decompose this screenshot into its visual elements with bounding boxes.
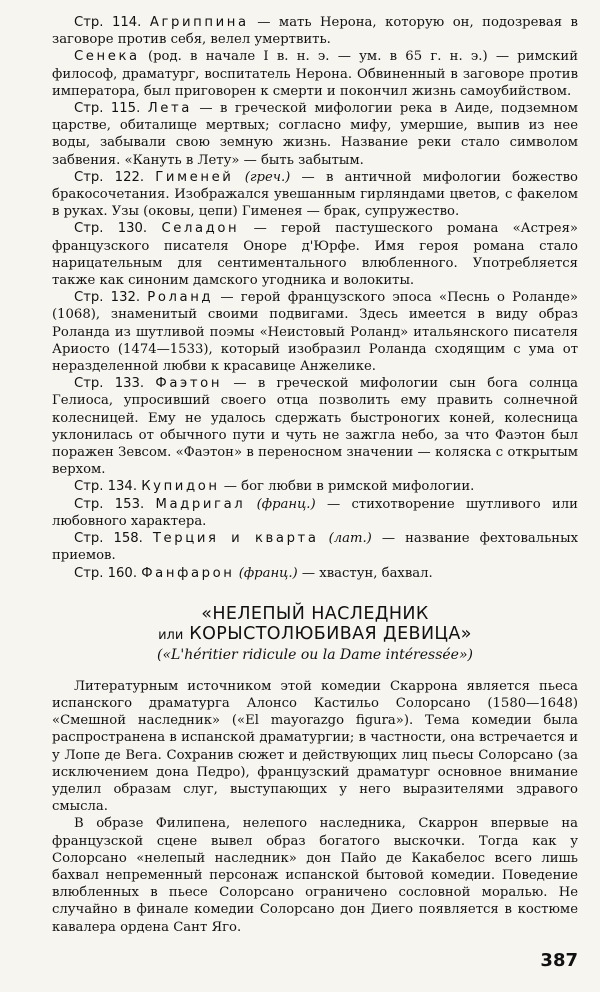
note-term: Купидон	[141, 479, 220, 495]
note-entry	[52, 289, 578, 375]
note-term: Лета	[147, 101, 192, 117]
note-page-ref: Стр. 132.	[74, 290, 141, 306]
note-term: Мадригал	[155, 496, 246, 512]
note-term: Селадон	[161, 221, 240, 237]
note-page-ref: Стр. 153.	[74, 496, 145, 512]
note-entry	[52, 496, 578, 530]
note-definition: — в греческой мифологии сын бога солнца Гелиоса, упросивший своего отца позволить ему править солнечной колесницей. Ему не удалось сдержать быстроногих коней, колесница уклонилась от обычного пути и чуть не зажгла небо, за что Фаэтон был поражен Зевсом. «Фаэтон» в переносном значении — коляска с открытым верхом.	[52, 376, 578, 478]
note-definition: — название фехтовальных приемов.	[52, 531, 579, 564]
note-entry	[52, 565, 578, 582]
note-definition: — в греческой мифологии река в Аиде, подземном царстве, обиталище мертвых; согласно мифу, умершие, выпив из нее воды, забывали свою земную жизнь. Название реки стало символом забвения. «Кануть в Лету» — быть забытым.	[52, 101, 578, 168]
note-entry	[52, 169, 578, 221]
note-entry	[52, 100, 578, 169]
note-page-ref: Стр. 133.	[74, 376, 145, 392]
note-term: Фаэтон	[155, 376, 223, 392]
note-entry	[52, 14, 578, 48]
heading-conjunction: или	[158, 627, 184, 643]
note-definition: — герой французского эпоса «Песнь о Роланде» (1068), знаменитый своими подвигами. Здесь имеется в виду образ Роланда из шутливой поэмы «Неистовый Роланд» итальянского писателя Ариосто (1474—1533), который изобразил Роланда сходящим с ума от неразделенной любви к красавице Анжелике.	[52, 290, 578, 375]
note-page-ref: Стр. 115.	[74, 101, 141, 117]
note-entry	[52, 530, 578, 564]
heading-title-line1: «НЕЛЕПЫЙ НАСЛЕДНИК	[201, 603, 429, 624]
commentary-paragraph: В образе Филипена, нелепого наследника, Скаррон впервые на французской сцене вывел образ богатого выскочки. Тогда как у Солорсано «нелепый наследник» дон Пайо де Какабелос всего лишь бахвал непременный персонаж испанской бытовой комедии. Поведение влюбленных в пьесе Солорсано ограничено сословной моралью. Не случайно в финале комедии Солорсано дон Диего появляется в костюме кавалера ордена Сант Яго.	[52, 816, 578, 935]
note-entry	[52, 478, 578, 495]
notes-list	[52, 14, 578, 582]
heading-alt-title: КОРЫСТОЛЮБИВАЯ ДЕВИЦА»	[189, 623, 472, 644]
note-entry	[52, 48, 578, 100]
note-page-ref: Стр. 130.	[74, 221, 148, 237]
note-page-ref: Стр. 114.	[74, 15, 142, 30]
note-term: Роланд	[147, 290, 214, 306]
note-language: (лат.)	[328, 531, 372, 547]
note-definition: — хвастун, бахвал.	[301, 565, 433, 581]
note-term: Терция и кварта	[152, 531, 319, 547]
note-page-ref: Стр. 134.	[74, 479, 138, 495]
note-term: Сенека	[74, 49, 140, 65]
page-content	[52, 14, 578, 936]
note-term: Гименей	[155, 169, 234, 185]
note-page-ref: Стр. 158.	[74, 531, 143, 547]
note-definition: — мать Нерона, которую он, подозревая в заговоре против себя, велел умертвить.	[52, 15, 578, 48]
commentary-paragraph: Литературным источником этой комедии Скаррона является пьеса испанского драматурга Алонсо Кастильо Солорсано (1580—1648) «Смешной наследник» («El mayorazgo figura»). Тема комедии была распространена в испанской драматургии; в частности, она встречается и у Лопе де Вега. Сохранив сюжет и действующих лиц пьесы Солорсано (за исключением дона Педро), французский драматург основное внимание уделил образам слуг, выступающих у него выразителями здравого смысла.	[52, 678, 578, 815]
note-language: (франц.)	[256, 496, 316, 512]
note-definition: — стихотворение шутливого или любовного характера.	[52, 496, 578, 529]
note-term: Фанфарон	[141, 565, 235, 581]
note-term: Агриппина	[149, 15, 249, 30]
note-definition: — бог любви в римской мифологии.	[223, 479, 475, 495]
note-definition: — в античной мифологии божество бракосочетания. Изображался увешанным гирляндами цветов, с факелом в руках. Узы (оковы, цепи) Гименея — брак, супружество.	[52, 169, 578, 220]
note-page-ref: Стр. 122.	[74, 169, 145, 185]
note-definition: (род. в начале I в. н. э. — ум. в 65 г. н. э.) — римский философ, драматург, воспитатель Нерона. Обвиненный в заговоре против императора, был приговорен к смерти и покончил жизнь самоубийством.	[52, 49, 578, 99]
heading-original-title: («L'héritier ridicule ou la Dame intéressée»)	[157, 646, 473, 663]
section-heading	[52, 604, 578, 664]
heading-title-line2	[52, 624, 578, 646]
note-language: (греч.)	[244, 169, 291, 185]
note-page-ref: Стр. 160.	[74, 565, 138, 581]
note-definition: — герой пастушеского романа «Астрея» французского писателя Оноре д'Юрфе. Имя героя романа стало нарицательным для сентиментального влюбленного. Употребляется также как синоним дамского угодника и волокиты.	[52, 221, 578, 289]
page-number: 387	[540, 950, 578, 971]
note-entry	[52, 220, 578, 289]
note-entry	[52, 375, 578, 478]
note-language: (франц.)	[238, 565, 298, 581]
